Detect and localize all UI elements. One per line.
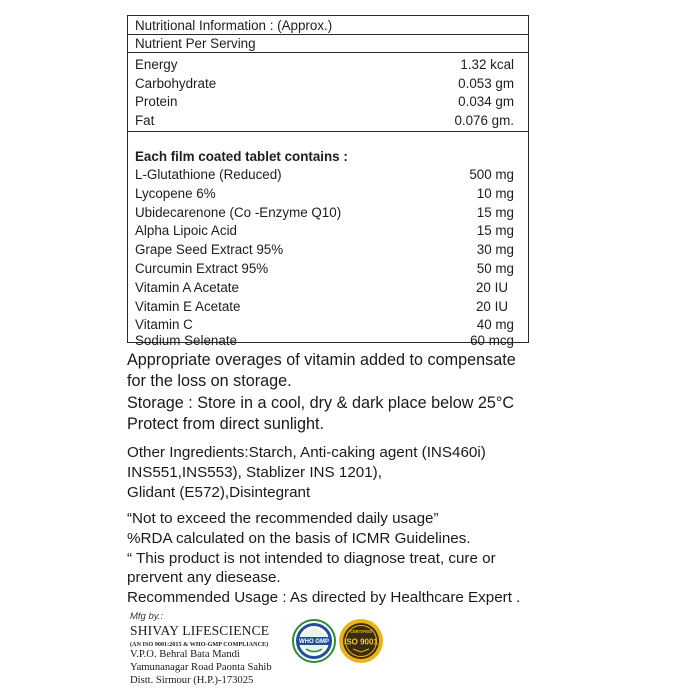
mfg-label: Mfg by.: (130, 611, 164, 622)
text-line: Appropriate overages of vitamin added to compensate (127, 351, 516, 369)
nutrient-row (128, 56, 528, 75)
company-name: SHIVAY LIFESCIENCE (130, 623, 270, 638)
ingredient-name: Grape Seed Extract 95% (135, 242, 284, 258)
warnings (127, 509, 520, 608)
ingredient-row (128, 166, 528, 185)
ingredient-value: 60 mcg (470, 333, 514, 348)
ingredient-row (128, 260, 528, 279)
ingredient-row (128, 332, 528, 351)
text-line: prervent any diesease. (127, 569, 281, 587)
ingredient-name: Lycopene 6% (135, 185, 216, 201)
nutrient-row (128, 112, 528, 131)
ingredient-name: L-Glutathione (Reduced) (135, 167, 282, 182)
text-line: “ This product is not intended to diagnose treat, cure or (127, 549, 496, 567)
table-divider (128, 131, 528, 132)
overages-note (127, 350, 516, 391)
text-line: Recommended Usage : As directed by Healthcare Expert . (127, 589, 521, 607)
text-line: Glidant (E572),Disintegrant (127, 483, 311, 501)
ingredient-value: 50 mg (476, 261, 514, 276)
iso-seal-icon (338, 618, 384, 664)
table-title: Nutritional Information : (Approx.) (128, 16, 528, 35)
ingredient-name: Vitamin C (135, 317, 193, 333)
ingredient-row (128, 279, 528, 298)
nutrient-row (128, 93, 528, 112)
nutrient-name: Protein (135, 94, 178, 109)
iso-badge (338, 618, 384, 669)
nutrient-value: 1.32 kcal (460, 57, 514, 72)
text-line: %RDA calculated on the basis of ICMR Guidelines. (127, 529, 471, 547)
ingredient-name: Vitamin E Acetate (135, 298, 241, 314)
iso-certified-text: CERTIFIED (349, 629, 373, 634)
ingredient-value: 40 mg (476, 317, 514, 333)
ingredient-row (128, 222, 528, 241)
compliance-text: (AN ISO 9001:2015 & WHO-GMP COMPLIANCE) (130, 641, 269, 648)
ingredient-name: Alpha Lipoic Acid (135, 223, 237, 239)
ingredient-name: Ubidecarenone (Co -Enzyme Q10) (135, 204, 342, 220)
address-line: V.P.O. Behral Bata Mandi (130, 649, 240, 660)
iso-text: ISO 9001 (344, 637, 378, 647)
address-line: Distt. Sirmour (H.P.)-173025 (130, 675, 254, 686)
ingredient-value: 15 mg (476, 204, 514, 220)
nutrient-value: 0.076 gm. (454, 112, 514, 128)
text-line: for the loss on storage. (127, 371, 292, 390)
nutrient-row (128, 75, 528, 94)
text-line: “Not to exceed the recommended daily usage” (127, 510, 439, 527)
nutrient-value: 0.034 gm (458, 94, 514, 109)
ingredient-value: 20 IU (475, 279, 508, 295)
ingredient-value: 30 mg (476, 242, 514, 258)
text-line: Other Ingredients:Starch, Anti-caking agent (INS460i) (127, 444, 486, 461)
who-gmp-text: WHO GMP (299, 639, 329, 646)
table-subtitle: Nutrient Per Serving (128, 35, 528, 53)
who-gmp-seal-icon (292, 619, 336, 663)
ingredient-name: Vitamin A Acetate (135, 279, 239, 295)
address-line: Yamunanagar Road Paonta Sahib (130, 662, 272, 673)
ingredient-value: 15 mg (476, 223, 514, 239)
nutrient-name: Fat (135, 112, 155, 128)
ingredient-value: 500 mg (469, 167, 514, 182)
ingredient-row (128, 185, 528, 204)
ingredient-row (128, 298, 528, 317)
nutrient-name: Energy (135, 57, 178, 72)
other-ingredients (127, 443, 486, 502)
text-line: INS551,INS553), Stablizer INS 1201), (127, 463, 382, 481)
ingredient-name: Sodium Selenate (135, 333, 237, 348)
contains-heading: Each film coated tablet contains : (135, 149, 348, 164)
nutrient-name: Carbohydrate (135, 75, 217, 91)
ingredient-row (128, 204, 528, 223)
storage-note (127, 393, 514, 434)
nutrient-value: 0.053 gm (458, 75, 514, 91)
ingredient-value: 10 mg (476, 185, 514, 201)
ingredient-name: Curcumin Extract 95% (135, 261, 269, 276)
text-line: Storage : Store in a cool, dry & dark place below 25°C (127, 394, 515, 412)
text-line: Protect from direct sunlight. (127, 414, 325, 433)
ingredient-value: 20 IU (475, 298, 508, 314)
who-gmp-badge (292, 619, 336, 668)
nutrition-table (127, 15, 529, 348)
ingredient-row (128, 241, 528, 260)
